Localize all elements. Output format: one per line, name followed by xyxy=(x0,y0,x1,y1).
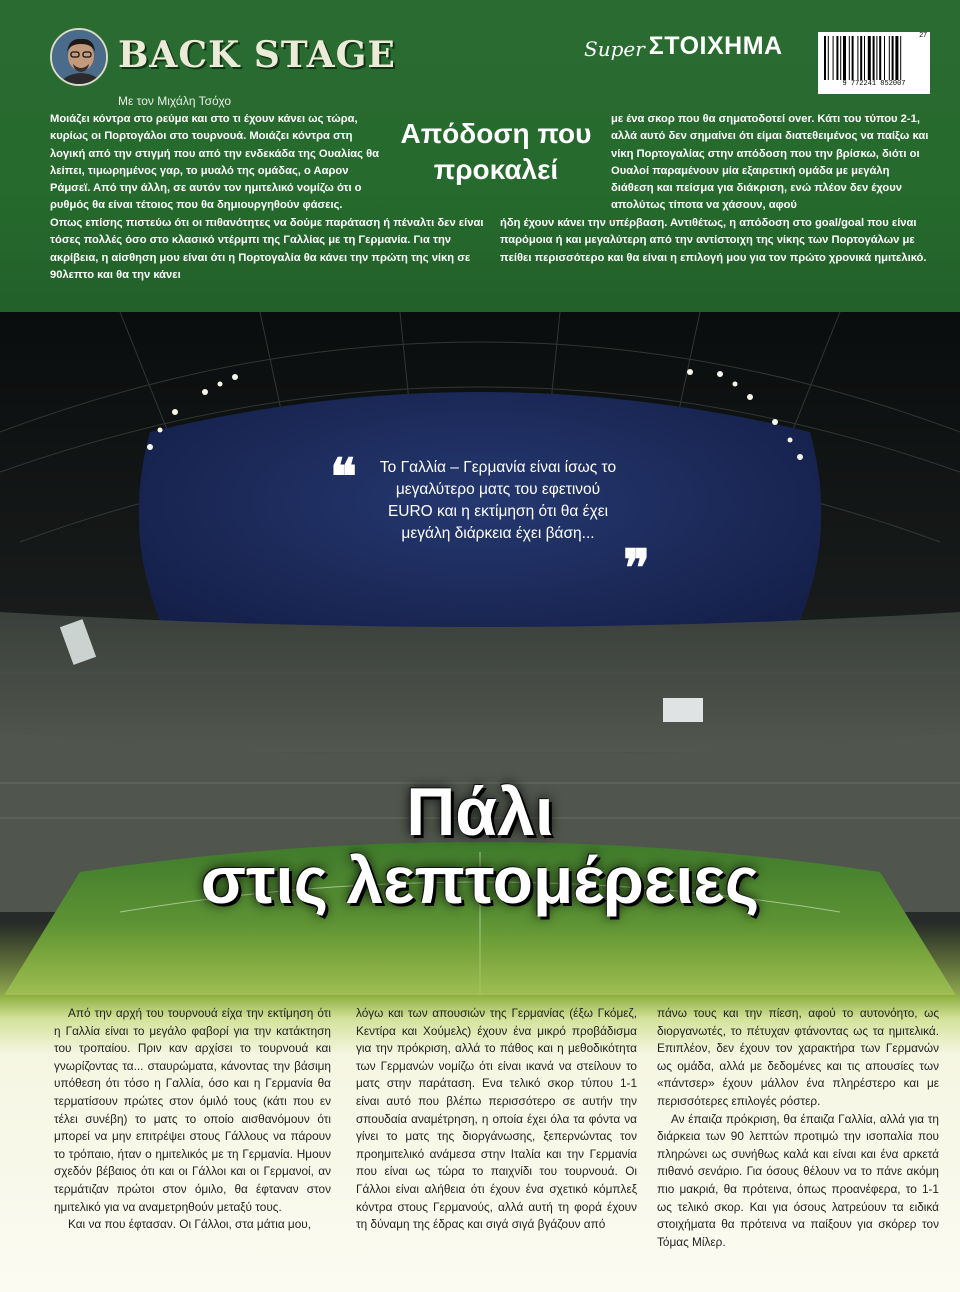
top-left-paragraph-2: Οπως επίσης πιστεύω ότι οι πιθανότητες να δούμε παράταση ή πέναλτι δεν είναι τόσες πολλές όσο στο κλασικό ντέρμπι της Γαλλίας με τη Γερμανία. Για την ακρίβεια, η αίσθηση μου είναι ότι η Πορτογαλία θα κάνει την πρώτη της νίκη σε 90λεπτο και θα την κάνει xyxy=(50,217,484,281)
barcode-bar xyxy=(833,36,834,80)
top-right-paragraph: με ένα σκορ που θα σηματοδοτεί over. Κάτι του τύπου 2-1, αλλά αυτό δεν σημαίνει ότι είμαι διατεθειμένος να παίξω και νίκη Πορτογαλίας στην απόδοση που την βρίσκω, διότι οι Ουαλοί παραμένουν μία εξαιρετική ομάδα με μεγάλη διάθεση και πείσμα για διάκριση, ενώ πλέον δεν έχουν απολύτως τίποτα να χάσουν, αφού xyxy=(611,113,929,212)
article-paragraph: Και να που έφτασαν. Οι Γάλλοι, στα μάτια μου, xyxy=(68,1217,312,1232)
barcode-bar xyxy=(868,36,871,80)
barcode-bar xyxy=(836,36,838,80)
article-column-2 xyxy=(356,1005,637,1234)
barcode-bar xyxy=(873,36,875,80)
barcode-bar xyxy=(876,36,877,80)
author-line: Με τον Μιχάλη Τσόχο xyxy=(118,94,232,108)
barcode-bar xyxy=(824,36,826,80)
article-paragraph: λόγω και των απουσιών της Γερμανίας (έξω Γκόμεζ, Κεντίρα και Χούμελς) έχουν ένα μικρό προβάδισμα για την πρόκριση, αλλά το πάθος και η μεθοδικότητα των Γερμανών νομίζω ότι είναι ικανά να στείλουν το ματς στην παράταση. Ενα τελικό σκορ τύπου 1-1 είναι αυτό που βλέπω περισσότερο σε αυτήν την σπουδαία αναμέτρηση, η οποία έχει όλα τα φόντα να γίνει το ματς της διοργάνωσης, ξεπερνώντας τον προημιτελικό ανάμεσα στην Ιταλία και την Γερμανία που είναι ως τώρα το παιχνίδι του τουρνουά. Οι Γάλλοι είναι αλήθεια ότι έχουν ένα σχετικό κόμπλεξ κόντρα στους Γερμανούς, αλλά αυτή τη φορά έχουν τη δύναμη της έδρας και σιγά σιγά βγάζουν από xyxy=(356,1006,637,1232)
barcode-bar xyxy=(849,36,850,80)
barcode-bar xyxy=(895,36,898,80)
barcode-bar xyxy=(884,36,885,80)
issue-number: 27 xyxy=(919,32,927,39)
barcode-icon xyxy=(822,36,926,80)
top-right-paragraph-2: ήδη έχουν κάνει την υπέρβαση. Αντιθέτως, η απόδοση στο goal/goal που είναι παρόμοια ή και μεγαλύτερη από την αντίστοιχη της νίκης των Πορτογάλων με πείθει περισσότερο και θα είναι η επιλογή μου για τον πρώτο χρονικά ημιτελικό. xyxy=(500,217,927,264)
barcode-bar xyxy=(892,36,894,80)
article-paragraph: πάνω τους και την πίεση, αφού το αυτονόητο, ως διοργανωτές, το πέτυχαν φτάνοντας ως τα ημιτελικά. Επιπλέον, δεν έχουν τον χαρακτήρα των Γερμανών ως ομάδα, αλλά με δεδομένες και τις απουσίες των «πάντσερ» έχουν μάλλον ένα πληρέστερο και με περισσότερες επιλογές ρόστερ. xyxy=(657,1006,939,1108)
barcode-bar xyxy=(828,36,829,80)
top-left-paragraph: Μοιάζει κόντρα στο ρεύμα και στο τι έχουν κάνει ως τώρα, κυρίως οι Πορτογάλοι στο τουρνουά. Μοιάζει κόντρα στη λογική από την στιγμή που από την ενδεκάδα της Ουαλίας θα λείπει, τιμωρημένος γαρ, το μυαλό της ομάδας, ο Ααρον Ράμσεϊ. Από την άλλη, σε αυτόν τον ημιτελικό νομίζω ότι ο ρυθμός θα είναι τέτοιος που θα δημιουργηθούν φάσεις. xyxy=(50,113,380,212)
main-title-line1: Πάλι xyxy=(406,774,554,850)
barcode-number: 9 772241 852007 xyxy=(842,80,906,88)
author-avatar xyxy=(50,28,108,86)
article-column-3 xyxy=(657,1005,939,1251)
barcode-bar xyxy=(889,36,890,80)
barcode-bar xyxy=(864,36,865,80)
quote-close-icon: ❞ xyxy=(623,538,650,597)
barcode-bar xyxy=(900,36,901,80)
brand-name: ΣΤΟΙΧΗΜΑ xyxy=(648,32,783,60)
barcode-bar xyxy=(860,36,862,80)
barcode-bar xyxy=(857,36,858,80)
pull-quote-text: Το Γαλλία – Γερμανία είναι ίσως το μεγαλύτερο ματς του εφετινού EURO και η εκτίμηση ότι θα έχει μεγάλη διάρκεια έχει βάση... xyxy=(379,459,617,542)
article-paragraph: Από την αρχή του τουρνουά είχα την εκτίμηση ότι η Γαλλία είναι το μεγάλο φαβορί για την κατάκτηση του τροπαίου. Πριν καν αρχίσει το τουρνουά και γνωρίζοντας τα... σταυρώματα, κάνοντας την βάσιμη υπόθεση ότι τόσο η Γαλλία, όσο και η Γερμανία θα τερματίσουν πρώτες στον όμιλό τους (κάτι που εν τέλει συνέβη) το ματς το οποίο αισθανόμουν ότι μπορεί να μην επιτρέψει στους Γάλλους να πάρουν το τρόπαιο, ήταν ο ημιτελικός με τη Γερμανία. Ημουν σχεδόν βέβαιος ότι και οι Γάλλοι και οι Γερμανοί, αν τερμάτιζαν πρώτοι στον όμιλο, θα έφταναν στον ημιτελικό για να αναμετρηθούν μεταξύ τους. xyxy=(54,1006,331,1214)
top-band xyxy=(0,0,960,312)
barcode xyxy=(818,32,930,94)
section-title: BACK STAGE xyxy=(118,34,396,76)
article-paragraph: Αν έπαιζα πρόκριση, θα έπαιζα Γαλλία, αλλά για τη διάρκεια των 90 λεπτών προτιμώ την ισοπαλία που πληρώνει ως συνήθως καλά και είναι και ένα αρκετά πιθανό σενάριο. Για όσους θέλουν να το πάνε ακόμη πιο μακριά, θα πρότεινα, όπως προανέφερα, το 1-1 ως τελικό σκορ. Και για όσους λατρεύουν τα ειδικά στοιχήματα θα πρότεινα να παίξουν για σκόρερ τον Τόμας Μίλερ. xyxy=(657,1111,939,1249)
brand-logo xyxy=(584,32,783,61)
main-article xyxy=(0,995,960,1292)
barcode-bar xyxy=(843,36,846,80)
quote-open-icon: ❝ xyxy=(330,447,357,506)
barcode-bar xyxy=(879,36,881,80)
main-title-line2: στις λεπτομέρειες xyxy=(200,843,760,917)
top-headline: Απόδοση που προκαλεί xyxy=(400,118,592,185)
author-portrait-icon xyxy=(52,30,108,86)
brand-super: Super xyxy=(584,37,645,61)
barcode-bar xyxy=(852,36,854,80)
main-title xyxy=(0,776,960,916)
article-column-1 xyxy=(54,1005,331,1234)
pull-quote xyxy=(330,447,650,597)
barcode-bar xyxy=(840,36,841,80)
